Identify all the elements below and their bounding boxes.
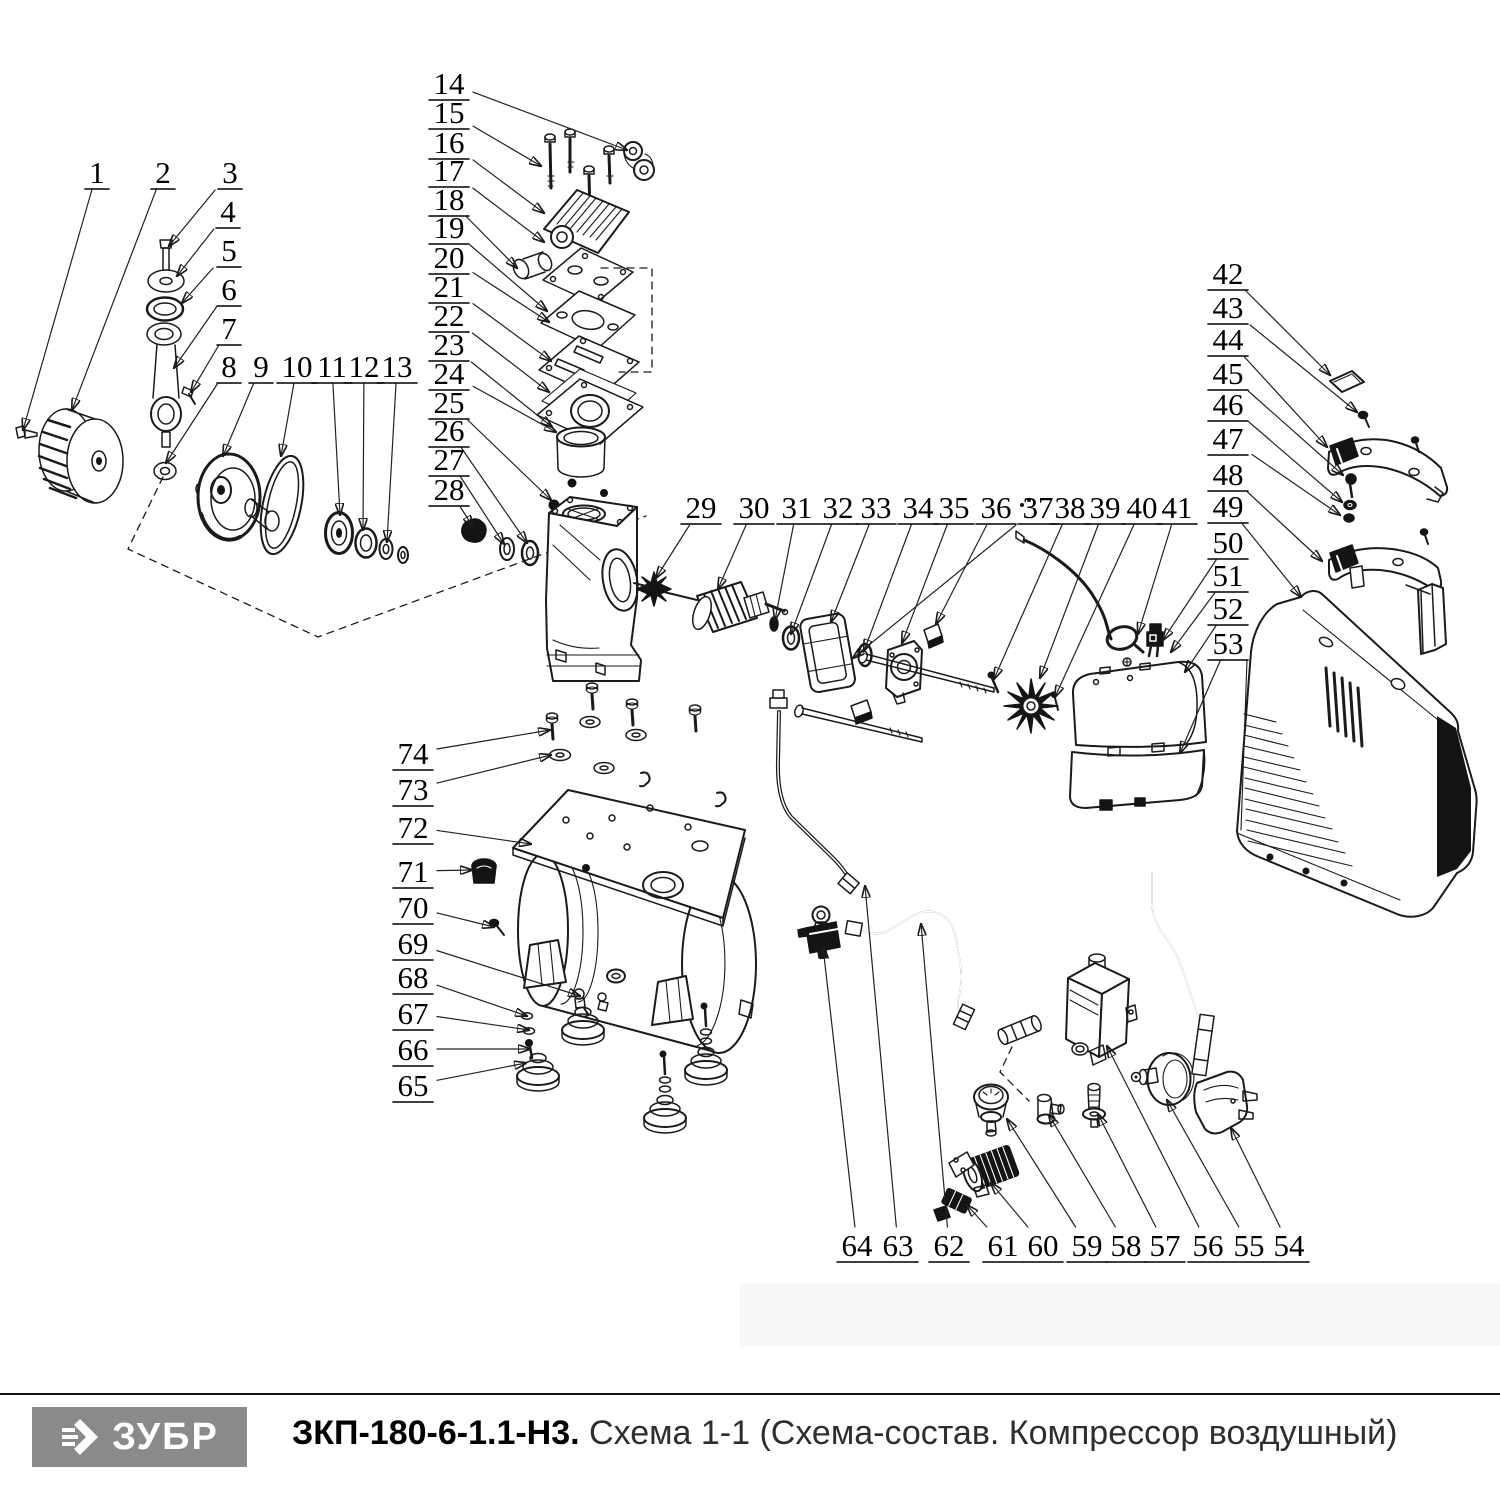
callout-number-63: 63: [882, 1228, 914, 1263]
callout-number-70: 70: [397, 890, 429, 925]
leader-line-70: [437, 913, 494, 927]
leader-line-43: [1250, 325, 1357, 412]
callout-number-49: 49: [1212, 489, 1244, 524]
foot-bracket-right: [652, 976, 693, 1025]
leader-line-18: [467, 217, 517, 268]
callout-number-17: 17: [433, 153, 465, 188]
angle-fitting-61: [934, 1188, 972, 1221]
nipple-fitting: [996, 1014, 1043, 1045]
callout-number-73: 73: [397, 772, 429, 807]
leader-line-52: [1185, 626, 1216, 672]
leader-line-72: [437, 830, 531, 844]
leader-line-61: [967, 1205, 987, 1227]
leader-line-73: [437, 755, 551, 783]
leader-line-62: [921, 924, 947, 1227]
check-valve-64: [798, 907, 840, 959]
connector-50-51: [1147, 624, 1163, 656]
callout-number-74: 74: [397, 736, 429, 771]
leader-line-9: [223, 384, 253, 456]
callout-number-38: 38: [1054, 490, 1086, 525]
piston-rod-assembly: [147, 240, 195, 480]
callout-number-26: 26: [433, 413, 465, 448]
callout-number-2: 2: [155, 155, 171, 190]
leader-line-5: [182, 268, 213, 303]
callout-number-1: 1: [89, 155, 105, 190]
callout-number-68: 68: [397, 960, 429, 995]
callout-number-33: 33: [860, 490, 892, 525]
j-hook: [716, 792, 726, 806]
part-pulley-2: [39, 409, 123, 503]
leader-line-68: [437, 985, 527, 1016]
leader-line-47: [1252, 455, 1340, 516]
leader-line-42: [1246, 291, 1330, 375]
callout-number-57: 57: [1149, 1228, 1181, 1263]
callout-number-34: 34: [902, 490, 934, 525]
leader-line-35: [902, 525, 947, 643]
callout-number-10: 10: [281, 349, 313, 384]
callout-number-46: 46: [1212, 387, 1244, 422]
callout-number-7: 7: [221, 311, 237, 346]
elbow-fitting-14: [624, 142, 654, 180]
callout-number-32: 32: [822, 490, 854, 525]
leader-line-57: [1098, 1114, 1156, 1227]
leader-line-30: [718, 525, 746, 589]
leader-line-58: [1049, 1115, 1115, 1227]
leader-line-3: [169, 190, 215, 246]
callout-number-14: 14: [433, 66, 465, 101]
leader-line-60: [991, 1183, 1028, 1227]
j-hook: [640, 772, 650, 786]
discharge-pipe-63: [770, 690, 859, 894]
leader-line-22: [472, 333, 549, 392]
leader-line-7: [191, 346, 218, 392]
fan-29: [637, 572, 671, 606]
callout-number-13: 13: [381, 349, 413, 384]
outlet-pipe-62: [845, 911, 974, 1029]
crankcase: [546, 497, 642, 681]
callout-number-59: 59: [1071, 1228, 1103, 1263]
callout-number-23: 23: [433, 327, 465, 362]
brush-holder-36: [924, 624, 943, 648]
leader-line-10: [281, 384, 294, 456]
capacitor-bell-55: [1132, 1053, 1194, 1105]
leader-line-41: [1138, 525, 1171, 634]
callout-number-43: 43: [1212, 290, 1244, 325]
callout-number-39: 39: [1089, 490, 1121, 525]
callout-number-51: 51: [1212, 558, 1244, 593]
handle-parts: [1328, 371, 1447, 654]
callout-number-18: 18: [433, 182, 465, 217]
leader-line-36: [936, 525, 987, 624]
callout-number-60: 60: [1027, 1228, 1059, 1263]
leader-line-31: [775, 525, 793, 620]
cylinder-sleeve-24: [557, 428, 605, 478]
leader-line-48: [1247, 492, 1322, 561]
leader-line-1: [23, 190, 92, 430]
callout-number-62: 62: [933, 1228, 965, 1263]
leader-line-65: [437, 1063, 526, 1080]
cap-71: [472, 859, 496, 883]
leader-line-38: [994, 525, 1062, 679]
cylinder-head-16: [544, 190, 629, 253]
leader-line-21: [473, 304, 551, 361]
leader-line-74: [437, 730, 550, 749]
callout-number-65: 65: [397, 1068, 429, 1103]
callout-number-8: 8: [221, 349, 237, 384]
cylinder-head-stack: [510, 129, 654, 477]
callout-number-45: 45: [1212, 356, 1244, 391]
elbow-fitting-58: [1038, 1095, 1065, 1124]
handle-upper-44: [1328, 438, 1447, 502]
callout-number-41: 41: [1161, 490, 1193, 525]
callout-number-4: 4: [220, 194, 236, 229]
intake-filter-60: [949, 1144, 1020, 1197]
callout-number-40: 40: [1126, 490, 1158, 525]
callout-number-47: 47: [1212, 421, 1244, 456]
screws-74: [547, 683, 701, 739]
callout-number-12: 12: [348, 349, 380, 384]
drawing-title: [292, 1414, 1397, 1453]
leader-line-71: [437, 870, 472, 871]
zubr-arrow-icon: [60, 1415, 104, 1459]
leader-line-16: [473, 160, 544, 213]
leader-line-34: [864, 525, 911, 651]
callout-number-37: 37: [1022, 490, 1054, 525]
leader-line-25: [468, 420, 551, 500]
callout-number-5: 5: [221, 233, 237, 268]
leader-line-39: [1040, 525, 1098, 678]
leader-line-54: [1231, 1128, 1280, 1227]
callout-number-19: 19: [433, 210, 465, 245]
callout-number-9: 9: [253, 349, 269, 384]
callout-number-35: 35: [938, 490, 970, 525]
model-code: ЗКП-180-6-1.1-Н3.: [292, 1414, 580, 1452]
callout-number-48: 48: [1212, 457, 1244, 492]
leader-line-29: [656, 525, 690, 578]
callout-number-42: 42: [1212, 256, 1244, 291]
crank-and-bearings: [196, 452, 408, 563]
leader-line-63: [865, 886, 896, 1227]
callout-number-31: 31: [781, 490, 813, 525]
callout-number-36: 36: [980, 490, 1012, 525]
callout-number-21: 21: [433, 269, 465, 304]
callout-number-24: 24: [433, 356, 465, 391]
zubr-logo: [32, 1407, 247, 1467]
leader-line-51: [1171, 593, 1215, 652]
leader-line-4: [177, 229, 214, 276]
part-screw-1: [16, 426, 37, 438]
leader-line-2: [72, 190, 156, 410]
schema-caption: Схема 1-1 (Схема-состав. Компрессор воздушный): [579, 1414, 1398, 1452]
leader-line-13: [387, 384, 396, 542]
callout-number-15: 15: [433, 95, 465, 130]
callout-number-30: 30: [738, 490, 770, 525]
callout-number-22: 22: [433, 298, 465, 333]
scan-artifact-band: [740, 1283, 1500, 1347]
motor-cover-shells: [1070, 662, 1206, 810]
callout-number-71: 71: [397, 854, 429, 889]
callout-number-54: 54: [1273, 1228, 1305, 1263]
callout-number-66: 66: [397, 1032, 429, 1067]
callout-number-6: 6: [221, 272, 237, 307]
callout-number-20: 20: [433, 240, 465, 275]
callout-number-64: 64: [841, 1228, 873, 1263]
callout-number-3: 3: [222, 155, 238, 190]
leader-line-44: [1245, 357, 1328, 447]
callout-number-72: 72: [397, 810, 429, 845]
leader-line-12: [363, 384, 364, 530]
callout-number-69: 69: [397, 926, 429, 961]
callout-number-25: 25: [433, 385, 465, 420]
callout-number-11: 11: [317, 349, 347, 384]
callout-number-16: 16: [433, 125, 465, 160]
callout-number-27: 27: [433, 442, 465, 477]
callout-number-67: 67: [397, 996, 429, 1031]
fan-39: [1004, 679, 1058, 733]
leader-line-11: [333, 384, 340, 515]
callout-number-56: 56: [1192, 1228, 1224, 1263]
callout-number-29: 29: [685, 490, 717, 525]
leader-line-33: [831, 525, 869, 622]
gauge-59: [974, 1085, 1008, 1137]
footer-divider: [0, 1393, 1500, 1395]
leader-line-67: [437, 1017, 529, 1030]
leader-line-64: [823, 947, 855, 1227]
callout-number-44: 44: [1212, 322, 1244, 357]
leader-line-23: [471, 362, 552, 427]
leader-line-50: [1163, 560, 1216, 640]
leader-line-49: [1242, 524, 1301, 597]
pressure-switch-56: [1066, 954, 1137, 1065]
callout-number-55: 55: [1233, 1228, 1265, 1263]
callout-number-28: 28: [433, 472, 465, 507]
mounting-hardware: [547, 683, 726, 806]
callout-number-58: 58: [1110, 1228, 1142, 1263]
callout-number-52: 52: [1212, 591, 1244, 626]
logo-text: ЗУБР: [112, 1415, 219, 1458]
callout-number-53: 53: [1212, 626, 1244, 661]
stator-33: [799, 613, 856, 694]
leader-line-15: [473, 126, 541, 166]
callout-number-50: 50: [1212, 525, 1244, 560]
callout-number-61: 61: [987, 1228, 1019, 1263]
